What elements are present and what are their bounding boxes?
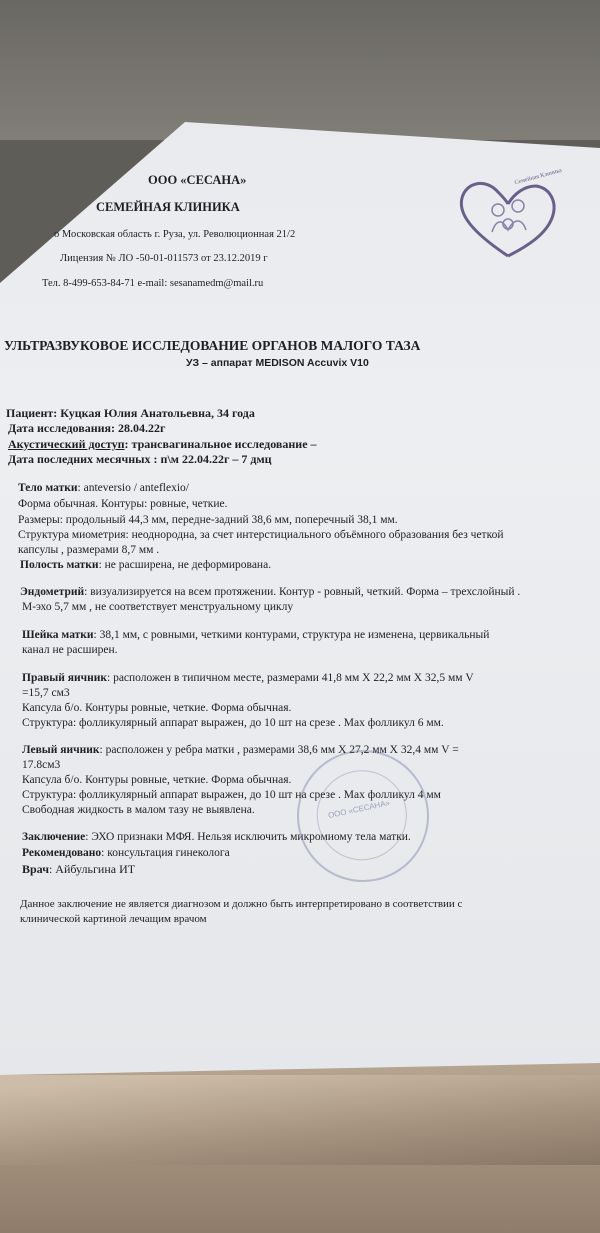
- last-period: Дата последних месячных : п\м 22.04.22г – 7 дмц: [8, 452, 272, 466]
- patient-label: Пациент:: [6, 406, 58, 420]
- right-ovary-structure: Структура: фолликулярный аппарат выражен, до 10 шт на срезе . Мах фолликул 6 мм.: [22, 717, 444, 729]
- clinic-contacts: Тел. 8-499-653-84-71 e-mail: sesanamedm@mail.ru: [42, 278, 264, 289]
- device-name: УЗ – аппарат MEDISON Accuvix V10: [186, 357, 369, 369]
- disclaimer-line2: клинической картиной лечащим врачом: [20, 913, 207, 925]
- left-ovary-line1: : расположен у ребра матки , размерами 38,6 мм Х 27,2 мм Х 32,4 мм V =: [99, 744, 459, 756]
- myometrium-size: капсулы , размерами 8,7 мм .: [18, 544, 160, 556]
- page-title: УЛЬТРАЗВУКОВОЕ ИССЛЕДОВАНИЕ ОРГАНОВ МАЛОГО ТАЗА: [4, 338, 421, 353]
- clinic-address: о Московская область г. Руза, ул. Революционная 21/2: [54, 229, 296, 240]
- family-heart-icon: [452, 172, 564, 262]
- free-fluid: Свободная жидкость в малом тазу не выявлена.: [22, 804, 255, 816]
- org-name: ООО «СЕСАНА»: [148, 173, 247, 187]
- right-ovary-label: Правый яичник: [22, 672, 107, 684]
- access-value: : трансвагинальное исследование –: [124, 437, 317, 451]
- recommended-value: : консультация гинеколога: [101, 847, 230, 859]
- clinic-logo: [452, 167, 564, 262]
- exam-date-label: Дата исследования:: [8, 421, 116, 435]
- myometrium-structure: Структура миометрия: неоднородна, за счет интерстициального объёмного образования без четкой: [18, 529, 504, 541]
- uterus-size: Размеры: продольный 44,3 мм, передне-задний 38,6 мм, поперечный 38,1 мм.: [18, 514, 398, 526]
- recommended-label: Рекомендовано: [22, 847, 102, 859]
- endometrium-label: Эндометрий: [20, 586, 85, 598]
- access-label: Акустический доступ: [8, 437, 125, 451]
- uterus-shape: Форма обычная. Контуры: ровные, четкие.: [18, 498, 228, 510]
- left-ovary-capsule: Капсула б/о. Контуры ровные, четкие. Форма обычная.: [22, 774, 292, 786]
- fabric-fold: [0, 1075, 600, 1165]
- background-top: [0, 0, 600, 140]
- disclaimer-line1: Данное заключение не является диагнозом и должно быть интерпретировано в соответствии с: [20, 898, 463, 910]
- left-ovary-structure: Структура: фолликулярный аппарат выражен, до 10 шт на срезе . Мах фолликул 4 мм: [22, 789, 441, 801]
- patient-value: Куцкая Юлия Анатольевна, 34 года: [60, 406, 255, 420]
- left-ovary-volume: 17.8см3: [22, 759, 61, 771]
- cervix-line2: канал не расширен.: [22, 644, 118, 656]
- clinic-name: СЕМЕЙНАЯ КЛИНИКА: [96, 200, 240, 214]
- cavity-label: Полость матки: [20, 559, 99, 571]
- clinic-license: Лицензия № ЛО -50-01-011573 от 23.12.2019 г: [60, 253, 268, 264]
- endometrium-line1: : визуализируется на всем протяжении. Контур - ровный, четкий. Форма – трехслойный .: [84, 586, 521, 598]
- exam-date-value: 28.04.22г: [118, 421, 166, 435]
- cervix-line1: : 38,1 мм, с ровными, четкими контурами, структура не изменена, цервикальный: [93, 629, 490, 641]
- stamp-text: ООО «СЕСАНА»: [327, 798, 391, 821]
- right-ovary-volume: =15,7 см3: [22, 687, 70, 699]
- uterus-position: : anteversio / anteflexio/: [77, 482, 189, 494]
- cervix-label: Шейка матки: [22, 629, 94, 641]
- endometrium-line2: М-эхо 5,7 мм , не соответствует менструальному циклу: [22, 601, 294, 613]
- right-ovary-capsule: Капсула б/о. Контуры ровные, четкие. Форма обычная.: [22, 702, 292, 714]
- conclusion-value: : ЭХО признаки МФЯ. Нельзя исключить микромиому тела матки.: [85, 831, 411, 843]
- doctor-label: Врач: [22, 862, 49, 876]
- conclusion-label: Заключение: [22, 831, 86, 843]
- doctor-value: : Айбульгина ИТ: [48, 862, 136, 876]
- logo-text: Семейная Клиника: [514, 167, 563, 187]
- uterus-label: Тело матки: [18, 482, 78, 494]
- right-ovary-line1: : расположен в типичном месте, размерами 41,8 мм Х 22,2 мм Х 32,5 мм V: [107, 672, 474, 684]
- cavity-value: : не расширена, не деформирована.: [98, 559, 272, 571]
- left-ovary-label: Левый яичник: [22, 744, 100, 756]
